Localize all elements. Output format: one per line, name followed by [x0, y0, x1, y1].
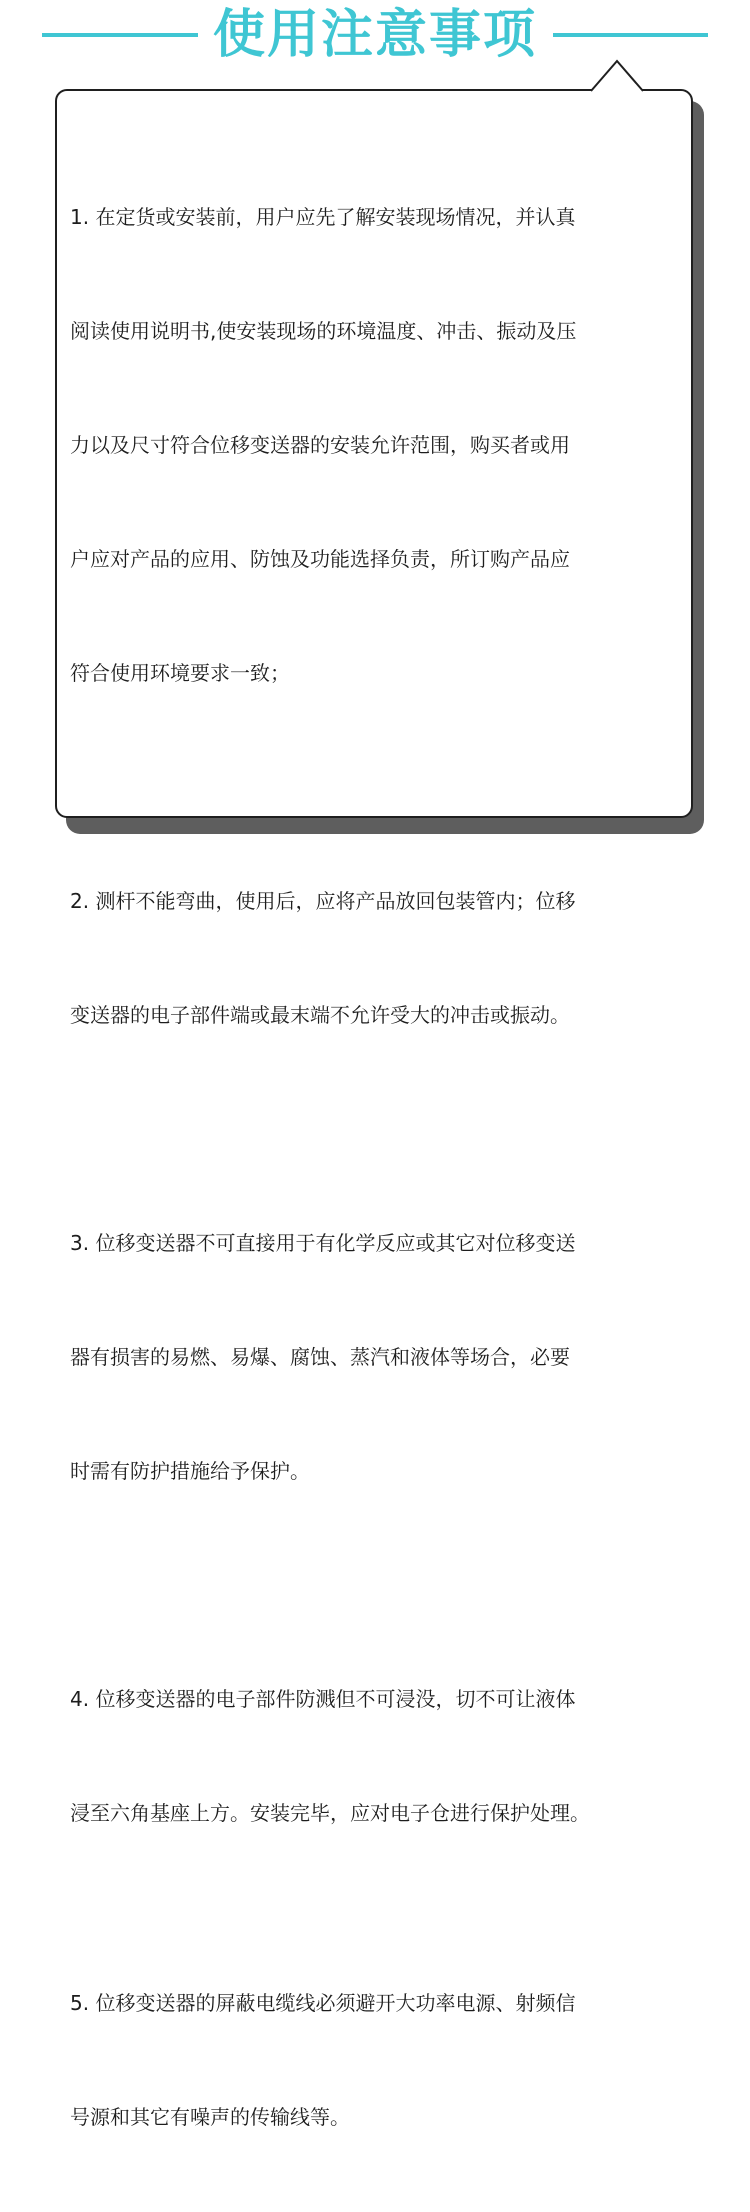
note-line: 浸至六角基座上方。安装完毕，应对电子仓进行保护处理。: [70, 1801, 590, 1825]
notes-list: [70, 122, 680, 2212]
note-spacer: [70, 768, 680, 806]
note-spacer: [70, 1110, 680, 1148]
note-line: 符合使用环境要求一致；: [70, 661, 290, 685]
note-4: [70, 1604, 680, 1908]
note-line: 5. 位移变送器的屏蔽电缆线必须避开大功率电源、射频信: [70, 1991, 576, 2015]
note-line: 户应对产品的应用、防蚀及功能选择负责，所订购产品应: [70, 547, 570, 571]
title-right-rule: [553, 33, 708, 37]
note-line: 时需有防护措施给予保护。: [70, 1459, 310, 1483]
note-line: 3. 位移变送器不可直接用于有化学反应或其它对位移变送: [70, 1231, 576, 1255]
note-spacer: [70, 1566, 680, 1604]
note-line: 2. 测杆不能弯曲，使用后，应将产品放回包装管内；位移: [70, 889, 576, 913]
note-5: [70, 1908, 680, 2212]
title-left-rule: [42, 33, 198, 37]
page-title: 使用注意事项: [212, 5, 537, 65]
note-2: [70, 806, 680, 1110]
note-line: 器有损害的易燃、易爆、腐蚀、蒸汽和液体等场合，必要: [70, 1345, 570, 1369]
note-line: 力以及尺寸符合位移变送器的安装允许范围，购买者或用: [70, 433, 570, 457]
note-line: 号源和其它有噪声的传输线等。: [70, 2105, 350, 2129]
note-3: [70, 1148, 680, 1566]
note-line: 1. 在定货或安装前，用户应先了解安装现场情况，并认真: [70, 205, 576, 229]
note-line: 4. 位移变送器的电子部件防溅但不可浸没，切不可让液体: [70, 1687, 576, 1711]
note-1: [70, 122, 680, 768]
note-line: 阅读使用说明书,使安装现场的环境温度、冲击、振动及压: [70, 319, 577, 343]
note-line: 变送器的电子部件端或最末端不允许受大的冲击或振动。: [70, 1003, 570, 1027]
card-pointer-tab: [589, 58, 645, 92]
